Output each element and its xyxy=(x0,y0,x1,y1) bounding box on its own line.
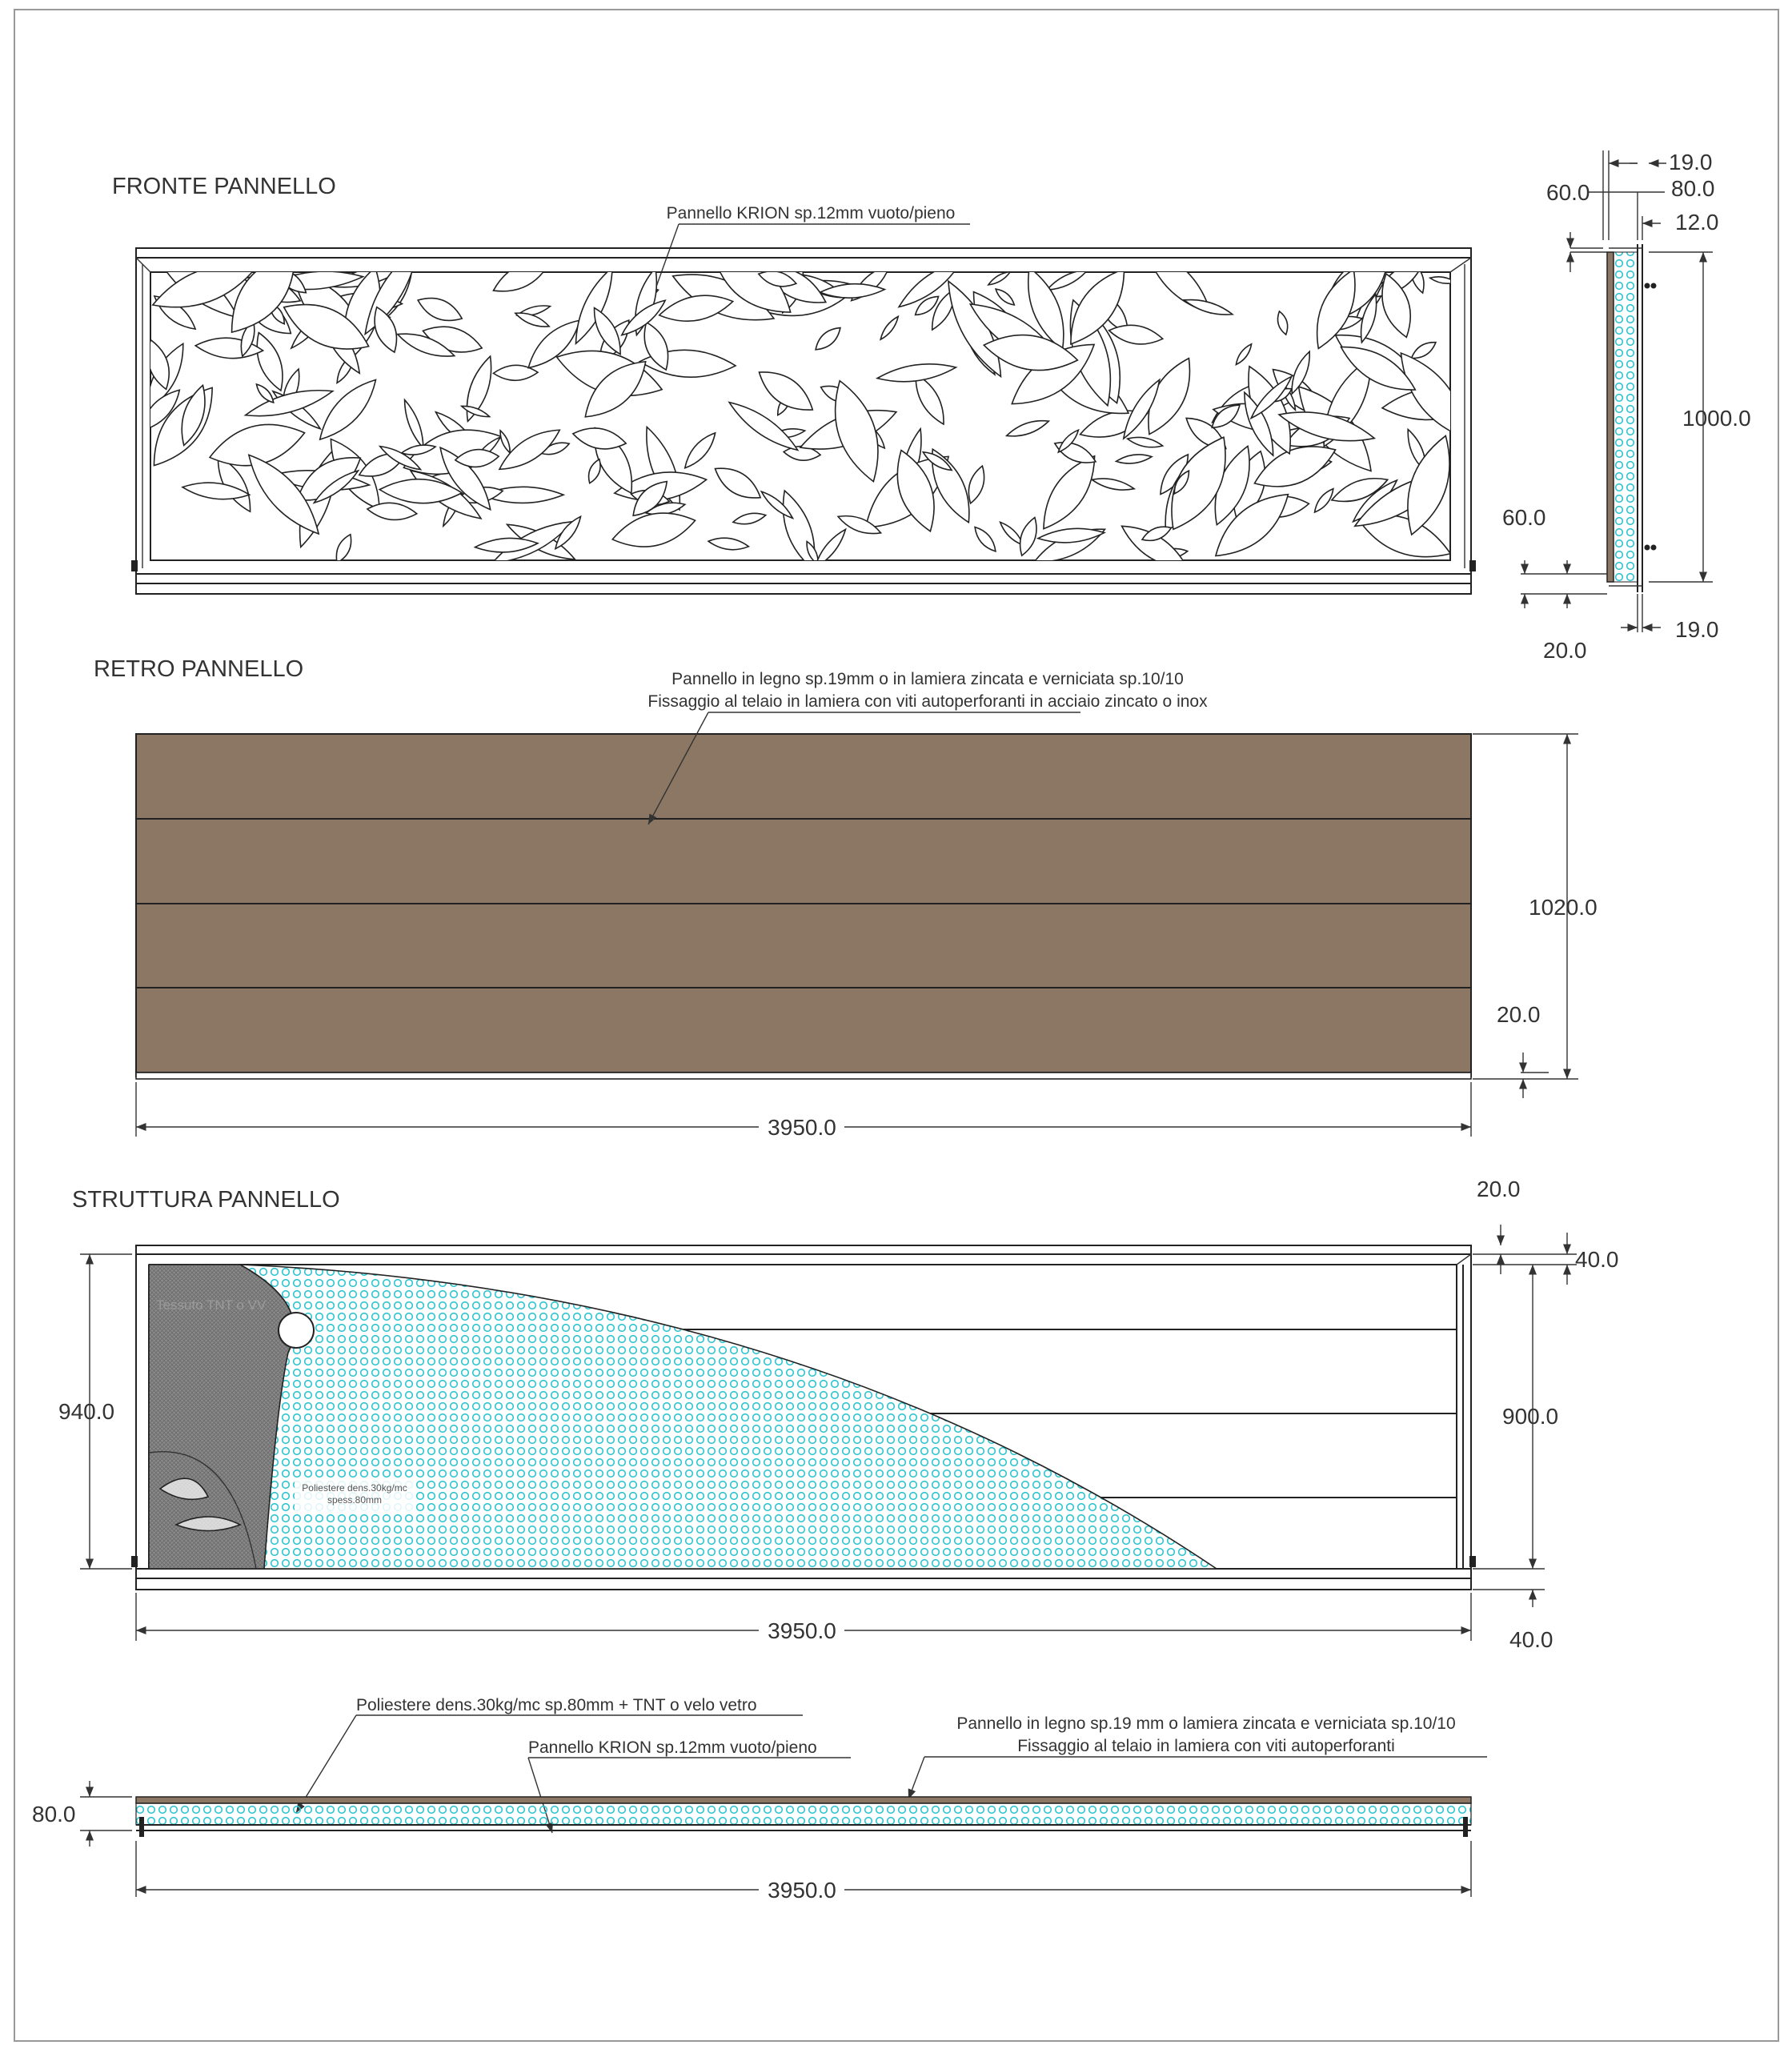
back-dim-base: 20.0 xyxy=(1497,1002,1541,1027)
structure-title: STRUTTURA PANNELLO xyxy=(72,1187,340,1213)
back-title: RETRO PANNELLO xyxy=(94,656,304,682)
dim-80: 80.0 xyxy=(1671,176,1715,201)
section-dim-width: 3950.0 xyxy=(768,1878,836,1903)
section-dim-thickness: 80.0 xyxy=(32,1802,76,1826)
leaf-cutout xyxy=(1030,520,1108,571)
leaf-cutout xyxy=(1429,275,1456,286)
insulation-label-line1: Poliestere dens.30kg/mc xyxy=(302,1482,407,1494)
dim-20-side: 20.0 xyxy=(1543,638,1587,663)
section-note-wood-line1: Pannello in legno sp.19 mm o lamiera zincata e verniciata sp.10/10 xyxy=(956,1714,1456,1733)
leaf-cutout xyxy=(752,362,820,420)
section-note-krion: Pannello KRION sp.12mm vuoto/pieno xyxy=(528,1738,817,1757)
leaf-cutout xyxy=(1233,342,1254,367)
leaf-cutout xyxy=(1004,416,1050,441)
section-note-wood-line2: Fissaggio al telaio in lamiera con viti autoperforanti xyxy=(1017,1737,1395,1755)
leaf-cutout xyxy=(1091,475,1135,494)
front-panel xyxy=(131,234,1484,594)
leaf-cutout xyxy=(732,511,767,527)
section-strip xyxy=(136,1797,1471,1837)
leaf-cutout xyxy=(1127,435,1164,450)
dim-19-top: 19.0 xyxy=(1669,150,1713,174)
leaf-cutout xyxy=(216,240,311,344)
leaf-cutout xyxy=(811,526,849,571)
structure-dim-top: 20.0 xyxy=(1477,1177,1521,1201)
structure-panel xyxy=(131,1245,1476,1590)
fabric-label: Tessuto TNT o VV xyxy=(156,1297,267,1313)
insulation-label-line2: spess.80mm xyxy=(327,1494,383,1506)
leaf-cutout xyxy=(1044,266,1089,295)
leaf-cutout xyxy=(710,460,767,507)
structure-dim-width: 3950.0 xyxy=(768,1618,836,1643)
back-dim-height: 1020.0 xyxy=(1529,895,1598,920)
dim-60-top: 60.0 xyxy=(1546,180,1590,205)
structure-dim-inner-height: 900.0 xyxy=(1502,1404,1559,1429)
back-panel xyxy=(136,734,1471,1079)
front-title: FRONTE PANNELLO xyxy=(112,174,336,199)
leaf-cutout xyxy=(680,429,720,472)
leaf-cutout xyxy=(254,382,276,405)
leaf-cutout xyxy=(498,429,512,454)
leaf-cutout xyxy=(1275,310,1290,335)
leaf-cutout xyxy=(488,252,555,300)
leaf-cutout xyxy=(971,523,999,555)
leaf-cutout xyxy=(1116,452,1153,465)
section-note-polyester: Poliestere dens.30kg/mc sp.80mm + TNT o velo vetro xyxy=(356,1696,757,1714)
side-section-detail xyxy=(1502,150,1751,663)
front-note: Pannello KRION sp.12mm vuoto/pieno xyxy=(666,204,956,223)
leaf-cutout xyxy=(708,535,749,551)
leaf-cutout xyxy=(847,260,895,306)
dim-19-bottom: 19.0 xyxy=(1675,617,1719,642)
leaf-cutout xyxy=(878,315,901,342)
back-dim-width: 3950.0 xyxy=(768,1115,836,1140)
leaf-cutout xyxy=(400,398,427,450)
leaf-cutout xyxy=(311,371,385,447)
structure-dim-top2: 40.0 xyxy=(1575,1247,1619,1272)
structure-dim-left-height: 940.0 xyxy=(58,1399,115,1424)
back-note-line1: Pannello in legno sp.19mm o in lamiera zincata e verniciata sp.10/10 xyxy=(671,670,1184,688)
dim-60-bottom: 60.0 xyxy=(1502,505,1546,530)
leaf-cutout xyxy=(249,329,290,395)
leaf-cutout xyxy=(415,291,466,327)
dim-1000: 1000.0 xyxy=(1682,406,1751,431)
structure-dim-bottom: 40.0 xyxy=(1509,1627,1553,1652)
back-note-line2: Fissaggio al telaio in lamiera con viti autoperforanti in acciaio zincato o inox xyxy=(647,692,1208,711)
leaf-cutout xyxy=(812,323,844,355)
dim-12: 12.0 xyxy=(1675,210,1719,235)
leaf-pattern xyxy=(134,234,1484,578)
